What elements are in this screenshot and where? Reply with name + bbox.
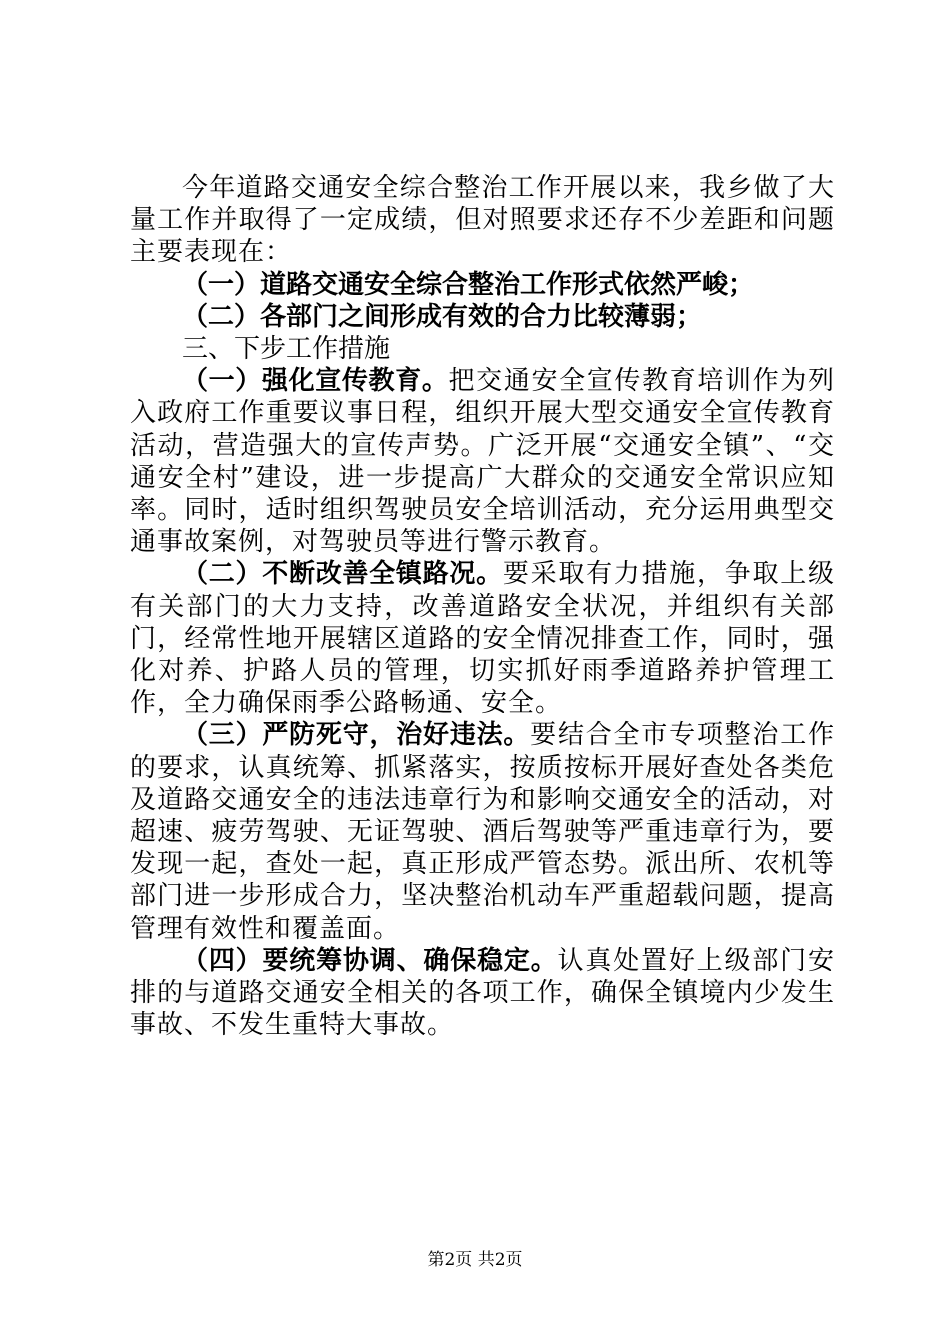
measure-lead-3: （三）严防死守，治好违法。 [182, 720, 531, 751]
section-title: 三、下步工作措施 [182, 334, 391, 365]
measure-lead-1: （一）强化宣传教育。 [182, 366, 449, 397]
measure-text-1: 把交通安全宣传教育培训作为列入政府工作重要议事日程，组织开展大型交通安全宣传教育活动，营造强大的宣传声势。广泛开展“交通安全镇”、“交通安全村”建设，进一步提高广大群众的交通安全常识应知率。同时，适时组织驾驶员安全培训活动，充分运用典型交通事故案例，对驾驶员等进行警示教育。 [130, 366, 835, 558]
measure-text-3: 要结合全市专项整治工作的要求，认真统筹、抓紧落实，按质按标开展好查处各类危及道路交通安全的违法违章行为和影响交通安全的活动，对超速、疲劳驾驶、无证驾驶、酒后驾驶等严重违章行为，要发现一起，查处一起，真正形成严管态势。派出所、农机等部门进一步形成合力，坚决整治机动车严重超载问题，提高管理有效性和覆盖面。 [130, 720, 835, 944]
measure-lead-2: （二）不断改善全镇路况。 [182, 559, 503, 590]
page-footer: 第2页 共2页 [427, 1250, 523, 1270]
measure-paragraph-2 [130, 558, 835, 719]
measure-paragraph-3 [130, 719, 835, 944]
measure-text-4: 认真处置好上级部门安排的与道路交通安全相关的各项工作，确保全镇境内少发生事故、不发生重特大事故。 [130, 945, 835, 1041]
problem-item-1: （一）道路交通安全综合整治工作形式依然严峻； [182, 269, 755, 300]
measure-lead-4: （四）要统筹协调、确保稳定。 [182, 945, 558, 976]
measure-paragraph-1 [130, 365, 835, 558]
measure-text-2: 要采取有力措施，争取上级有关部门的大力支持，改善道路安全状况，并组织有关部门，经常性地开展辖区道路的安全情况排查工作，同时，强化对养、护路人员的管理，切实抓好雨季道路养护管理工作，全力确保雨季公路畅通、安全。 [130, 559, 835, 719]
document-body [130, 172, 835, 1041]
measure-paragraph-4 [130, 945, 835, 1042]
intro-paragraph: 今年道路交通安全综合整治工作开展以来，我乡做了大量工作并取得了一定成绩，但对照要求还存不少差距和问题主要表现在： [130, 173, 835, 268]
problem-item-2: （二）各部门之间形成有效的合力比较薄弱； [182, 301, 703, 332]
